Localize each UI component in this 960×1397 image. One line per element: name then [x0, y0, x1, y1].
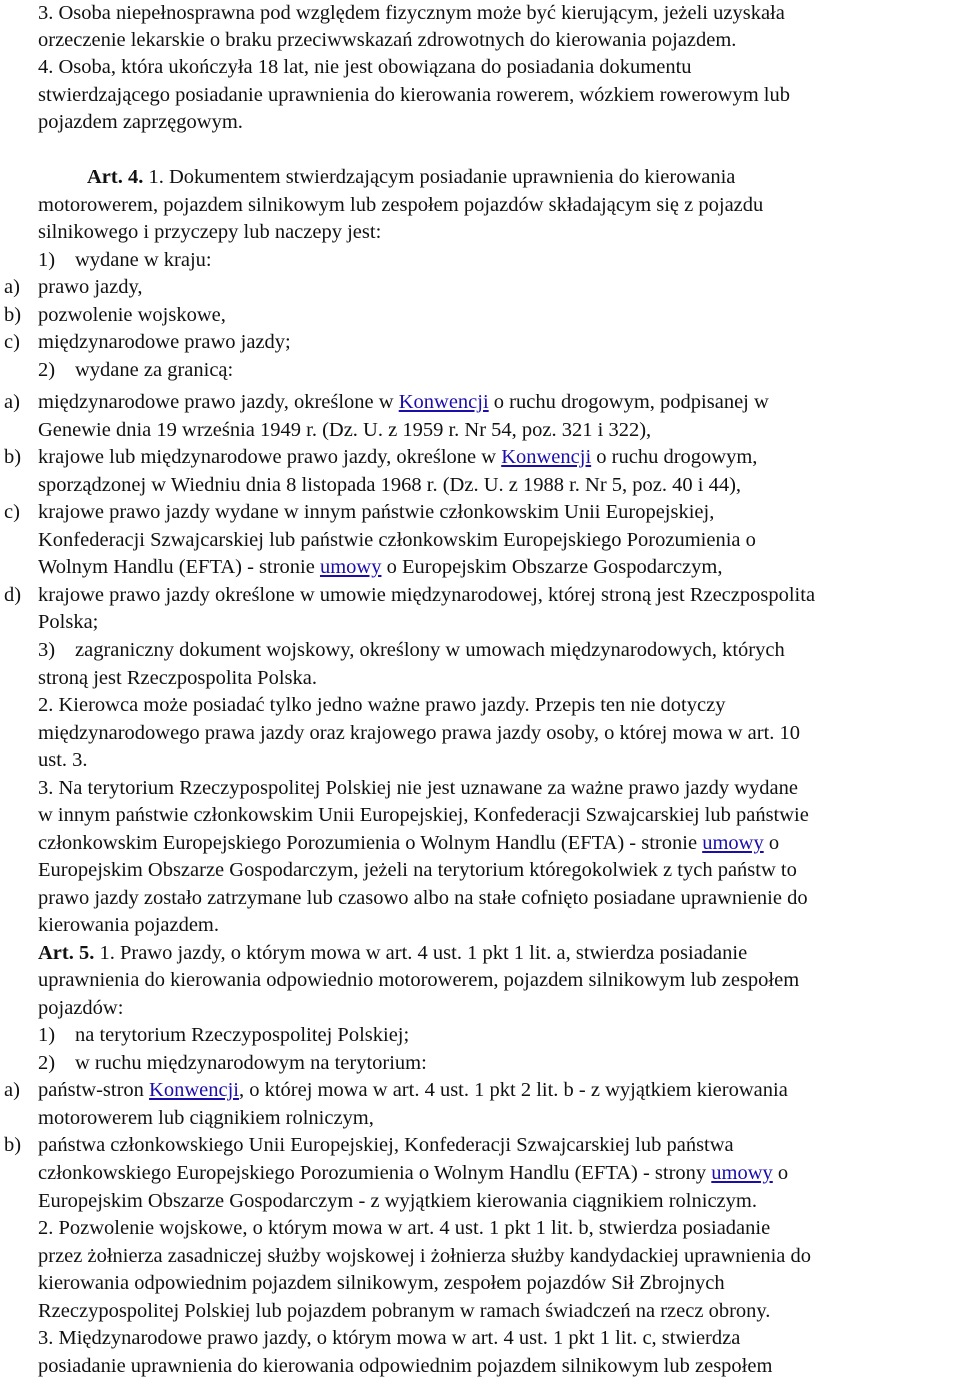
konwencji-link[interactable]: Konwencji: [501, 446, 592, 468]
text-line: Europejskim Obszarze Gospodarczym, jeżeli na terytorium któregokolwiek z tych państw to: [38, 859, 797, 881]
text-line: kierowania pojazdem.: [38, 914, 220, 936]
text-line: prawo jazdy zostało zatrzymane lub czasowo albo na stałe cofnięto posiadane uprawnienie do: [38, 887, 808, 909]
text-fragment: członkowskiego Europejskiego Porozumienia o Wolnym Handlu (EFTA) - strony: [38, 1162, 712, 1184]
list-text: krajowe prawo jazdy wydane w innym państwie członkowskim Unii Europejskiej,: [38, 501, 715, 523]
list-item: [4, 1131, 734, 1159]
list-number: 1): [38, 249, 56, 271]
list-letter: a): [4, 276, 20, 298]
text-line: uprawnienia do kierowania odpowiednio motorowerem, pojazdem silnikowym lub zespołem: [38, 969, 800, 991]
text-line: Genewie dnia 19 września 1949 r. (Dz. U. z 1959 r. Nr 54, poz. 321 i 322),: [38, 419, 652, 441]
list-item: [4, 273, 143, 301]
list-number: 3): [38, 639, 56, 661]
text-line: pojazdem zaprzęgowym.: [38, 111, 243, 133]
text-fragment: Wolnym Handlu (EFTA) - stronie: [38, 556, 320, 578]
list-number: 1): [38, 1024, 56, 1046]
list-letter: b): [4, 1134, 22, 1156]
list-text: wydane za granicą:: [75, 359, 234, 381]
text-fragment: o: [772, 1162, 789, 1184]
list-item: [38, 636, 785, 664]
text-line: międzynarodowego prawa jazdy oraz krajowego prawa jazdy osoby, o której mowa w art. 10: [38, 722, 801, 744]
list-text: na terytorium Rzeczypospolitej Polskiej;: [75, 1024, 410, 1046]
list-letter: c): [4, 331, 20, 353]
list-text: wydane w kraju:: [75, 249, 212, 271]
list-letter: a): [4, 1079, 20, 1101]
list-item: [4, 581, 815, 609]
list-number: 2): [38, 359, 56, 381]
list-text: o ruchu drogowym,: [591, 446, 758, 468]
list-number: 2): [38, 1052, 56, 1074]
text-line: [38, 829, 779, 857]
list-text: , o której mowa w art. 4 ust. 1 pkt 2 lit. b - z wyjątkiem kierowania: [238, 1079, 788, 1101]
text-line: w innym państwie członkowskim Unii Europejskiej, Konfederacji Szwajcarskiej lub państwie: [38, 804, 809, 826]
text-line: 1. Dokumentem stwierdzającym posiadanie uprawnienia do kierowania: [143, 166, 736, 188]
text-line: 3. Międzynarodowe prawo jazdy, o którym mowa w art. 4 ust. 1 pkt 1 lit. c, stwierdza: [38, 1327, 741, 1349]
text-line: orzeczenie lekarskie o braku przeciwwskazań zdrowotnych do kierowania pojazdem.: [38, 29, 737, 51]
text-line: 3. Osoba niepełnosprawna pod względem fizycznym może być kierującym, jeżeli uzyskała: [38, 2, 785, 24]
list-item: [4, 498, 714, 526]
text-line: [38, 553, 722, 581]
text-line: kierowania odpowiednim pojazdem silnikowym, zespołem pojazdów Sił Zbrojnych: [38, 1272, 725, 1294]
text-line: Konfederacji Szwajcarskiej lub państwie członkowskim Europejskiego Porozumienia o: [38, 529, 756, 551]
konwencji-link[interactable]: Konwencji: [149, 1079, 239, 1101]
text-line: Polska;: [38, 611, 99, 633]
text-line: 4. Osoba, która ukończyła 18 lat, nie jest obowiązana do posiadania dokumentu: [38, 56, 692, 78]
text-line: 2. Kierowca może posiadać tylko jedno ważne prawo jazdy. Przepis ten nie dotyczy: [38, 694, 726, 716]
list-item: [4, 301, 226, 329]
umowy-link[interactable]: umowy: [319, 556, 382, 578]
list-letter: b): [4, 446, 22, 468]
list-text: państw-stron: [38, 1079, 150, 1101]
text-line: motorowerem lub ciągnikiem rolniczym,: [38, 1107, 374, 1129]
list-text: krajowe prawo jazdy określone w umowie międzynarodowej, której stroną jest Rzeczpospolita: [38, 584, 816, 606]
text-fragment: o: [763, 832, 780, 854]
list-item: [4, 1076, 788, 1104]
text-line: Rzeczypospolitej Polskiej lub pojazdem pobranym w ramach świadczeń na rzecz obrony.: [38, 1300, 771, 1322]
text-line: stwierdzającego posiadanie uprawnienia do kierowania rowerem, wózkiem rowerowym lub: [38, 84, 790, 106]
text-line: silnikowego i przyczepy lub naczepy jest:: [38, 221, 382, 243]
text-line: stroną jest Rzeczpospolita Polska.: [38, 667, 317, 689]
list-item: [4, 388, 769, 416]
text-line: 1. Prawo jazdy, o którym mowa w art. 4 ust. 1 pkt 1 lit. a, stwierdza posiadanie: [94, 942, 748, 964]
list-text: międzynarodowe prawo jazdy;: [38, 331, 291, 353]
text-line: [38, 1159, 788, 1187]
list-text: zagraniczny dokument wojskowy, określony w umowach międzynarodowych, których: [75, 639, 785, 661]
list-letter: c): [4, 501, 20, 523]
list-item: [4, 328, 291, 356]
list-text: w ruchu międzynarodowym na terytorium:: [75, 1052, 427, 1074]
list-letter: a): [4, 391, 20, 413]
list-letter: b): [4, 304, 22, 326]
list-item: [38, 1049, 427, 1077]
list-text: pozwolenie wojskowe,: [38, 304, 226, 326]
umowy-link[interactable]: umowy: [711, 1162, 773, 1184]
text-line: pojazdów:: [38, 997, 124, 1019]
list-letter: d): [4, 584, 22, 606]
article-5-heading: [38, 939, 747, 967]
text-line: przez żołnierza zasadniczej służby wojskowej i żołnierza służby kandydackiej uprawnienia do: [38, 1245, 811, 1267]
list-text: międzynarodowe prawo jazdy, określone w: [38, 391, 399, 413]
text-fragment: o Europejskim Obszarze Gospodarczym,: [381, 556, 723, 578]
text-line: posiadanie uprawnienia do kierowania odpowiednim pojazdem silnikowym lub zespołem: [38, 1355, 773, 1377]
list-item: [38, 356, 233, 384]
article-4-heading: [87, 163, 735, 191]
text-line: Europejskim Obszarze Gospodarczym - z wyjątkiem kierowania ciągnikiem rolniczym.: [38, 1190, 757, 1212]
list-item: [38, 246, 212, 274]
konwencji-link[interactable]: Konwencji: [398, 391, 489, 413]
text-fragment: członkowskim Europejskiego Porozumienia o Wolnym Handlu (EFTA) - stronie: [38, 832, 703, 854]
text-line: sporządzonej w Wiedniu dnia 8 listopada 1968 r. (Dz. U. z 1988 r. Nr 5, poz. 40 i 44),: [38, 474, 742, 496]
article-number: Art. 5.: [38, 942, 95, 964]
text-line: 2. Pozwolenie wojskowe, o którym mowa w art. 4 ust. 1 pkt 1 lit. b, stwierdza posiadanie: [38, 1217, 771, 1239]
text-line: ust. 3.: [38, 749, 88, 771]
text-line: 3. Na terytorium Rzeczypospolitej Polskiej nie jest uznawane za ważne prawo jazdy wydane: [38, 777, 798, 799]
article-number: Art. 4.: [87, 166, 144, 188]
umowy-link[interactable]: umowy: [702, 832, 764, 854]
list-item: [38, 1021, 409, 1049]
list-item: [4, 443, 757, 471]
list-text: prawo jazdy,: [38, 276, 143, 298]
list-text: państwa członkowskiego Unii Europejskiej, Konfederacji Szwajcarskiej lub państwa: [38, 1134, 734, 1156]
list-text: o ruchu drogowym, podpisanej w: [488, 391, 769, 413]
list-text: krajowe lub międzynarodowe prawo jazdy, określone w: [38, 446, 502, 468]
text-line: motorowerem, pojazdem silnikowym lub zespołem pojazdów składającym się z pojazdu: [38, 194, 764, 216]
